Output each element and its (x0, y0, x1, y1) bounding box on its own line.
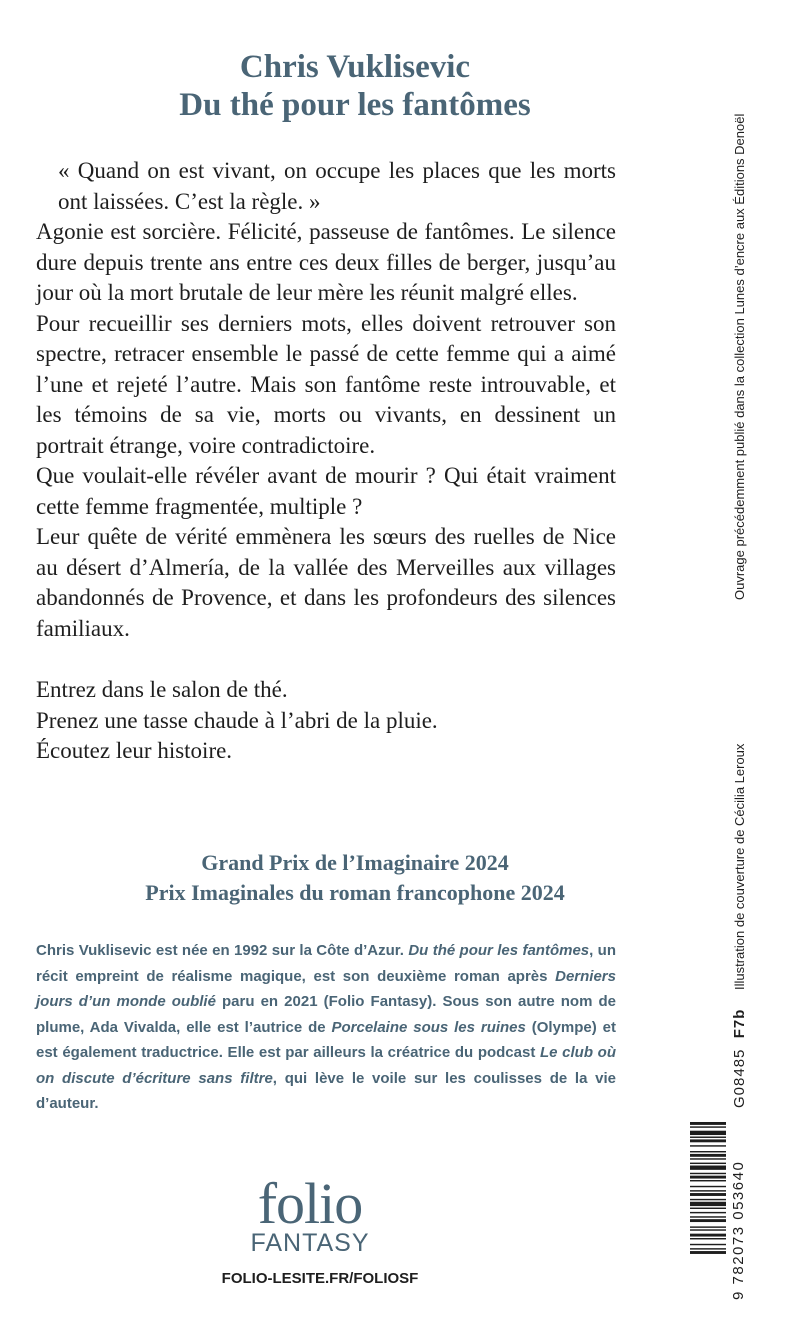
code-price: F7b (731, 1008, 748, 1039)
barcode-bar (690, 1163, 726, 1164)
barcode-bar (690, 1216, 726, 1217)
barcode-bar (690, 1208, 726, 1209)
barcode-bar (690, 1244, 726, 1245)
author-name: Chris Vuklisevic (239, 49, 471, 85)
barcode (690, 1122, 726, 1300)
barcode-bar (690, 1238, 726, 1239)
bio-title: Du thé pour les fantômes (408, 942, 590, 959)
bio-text: (Olympe) et est également traductrice. Elle est par ailleurs la créatrice du podcast (36, 1018, 616, 1061)
folio-fantasy-logo (240, 1171, 380, 1257)
prize-line: Prix Imaginales du roman francophone 2024 (145, 880, 565, 905)
blurb-paragraph: Pour recueillir ses derniers mots, elles doivent retrouver son spectre, retracer ensemble le passé de cette femme qui a aimé l’une et rejeté l’autre. Mais son fantôme reste introuvable, et les témoins de sa vie, morts ou vivants, en dessinent un portrait étrange, voire contradictoire. (36, 310, 616, 458)
barcode-bar (690, 1145, 726, 1146)
prizes (30, 848, 680, 908)
closing-line: Entrez dans le salon de thé. (36, 677, 288, 702)
bio-title: Porcelaine sous les ruines (331, 1018, 526, 1036)
barcode-bar (690, 1151, 726, 1152)
barcode-bar (690, 1212, 726, 1213)
barcode-bar (690, 1219, 726, 1222)
prize-line: Grand Prix de l’Imaginaire 2024 (201, 850, 509, 875)
barcode-bar (690, 1226, 726, 1227)
blurb (36, 156, 616, 767)
barcode-bar (690, 1202, 726, 1206)
bio-text: , un récit empreint de réalisme magique, est son deuxième roman après (36, 942, 616, 985)
barcode-bar (690, 1158, 726, 1159)
barcode-bar (690, 1137, 726, 1138)
bio-title: Derniers jours d’un monde oublié (36, 967, 616, 1010)
book-title: Du thé pour les fantômes (179, 87, 531, 123)
barcode-bar (690, 1190, 726, 1191)
blurb-paragraph: Leur quête de vérité emmènera les sœurs des ruelles de Nice au désert d’Almería, de la vallée des Merveilles aux villages abandonnés de Provence, et dans les profondeurs des silences familiaux. (36, 524, 616, 641)
website-link[interactable]: FOLIO-LESITE.FR/FOLIOSF (221, 1270, 419, 1287)
barcode-bar (690, 1248, 726, 1249)
barcode-bar (690, 1173, 726, 1174)
blurb-paragraph: Que voulait-elle révéler avant de mourir ? Qui était vraiment cette femme fragmentée, multiple ? (36, 463, 616, 519)
code-number: G08485 (731, 1048, 748, 1108)
cover-illustration-credit: Illustration de couverture de Cécilia Leroux (732, 743, 747, 990)
barcode-bar (690, 1251, 726, 1254)
logo-fantasy: FANTASY (250, 1229, 370, 1257)
barcode-bar (690, 1229, 726, 1230)
barcode-bar (690, 1154, 726, 1157)
barcode-bar (690, 1122, 726, 1125)
product-code (731, 1009, 748, 1108)
bio-text: paru en 2021 (Folio Fantasy). Sous son autre nom de plume, Ada Vivalda, elle est l’autrice de (36, 993, 616, 1036)
logo-folio: folio (257, 1171, 363, 1236)
bio-text: , qui lève le voile sur les coulisses de la vie d’auteur. (36, 1069, 617, 1112)
barcode-bar (690, 1139, 726, 1142)
barcode-bar (690, 1176, 726, 1179)
barcode-bar (690, 1131, 726, 1135)
barcode-bar (690, 1180, 726, 1181)
bio-title: Le club où on discute d’écriture sans filtre (36, 1044, 616, 1087)
blurb-quote: « Quand on est vivant, on occupe les places que les morts ont laissées. C’est la règle. » (58, 158, 616, 214)
barcode-bar (690, 1234, 726, 1237)
author-bio (36, 938, 616, 1117)
bio-text: Chris Vuklisevic est née en 1992 sur la Côte d’Azur. (36, 942, 409, 959)
blurb-paragraph: Agonie est sorcière. Félicité, passeuse de fantômes. Le silence dure depuis trente ans entre ces deux filles de berger, jusqu’au jour où la mort brutale de leur mère les réunit malgré elles. (36, 219, 616, 305)
barcode-bar (690, 1193, 726, 1196)
barcode-bar (690, 1126, 726, 1127)
barcode-bar (690, 1199, 726, 1200)
closing-line: Prenez une tasse chaude à l’abri de la pluie. (36, 707, 438, 733)
barcode-bar (690, 1186, 726, 1187)
publication-note: Ouvrage précédemment publié dans la collection Lunes d’encre aux Éditions Denoël (732, 113, 747, 600)
barcode-bar (690, 1166, 726, 1170)
closing-line: Écoutez leur histoire. (36, 738, 233, 763)
isbn-number: 9 782073 053640 (730, 1160, 747, 1300)
